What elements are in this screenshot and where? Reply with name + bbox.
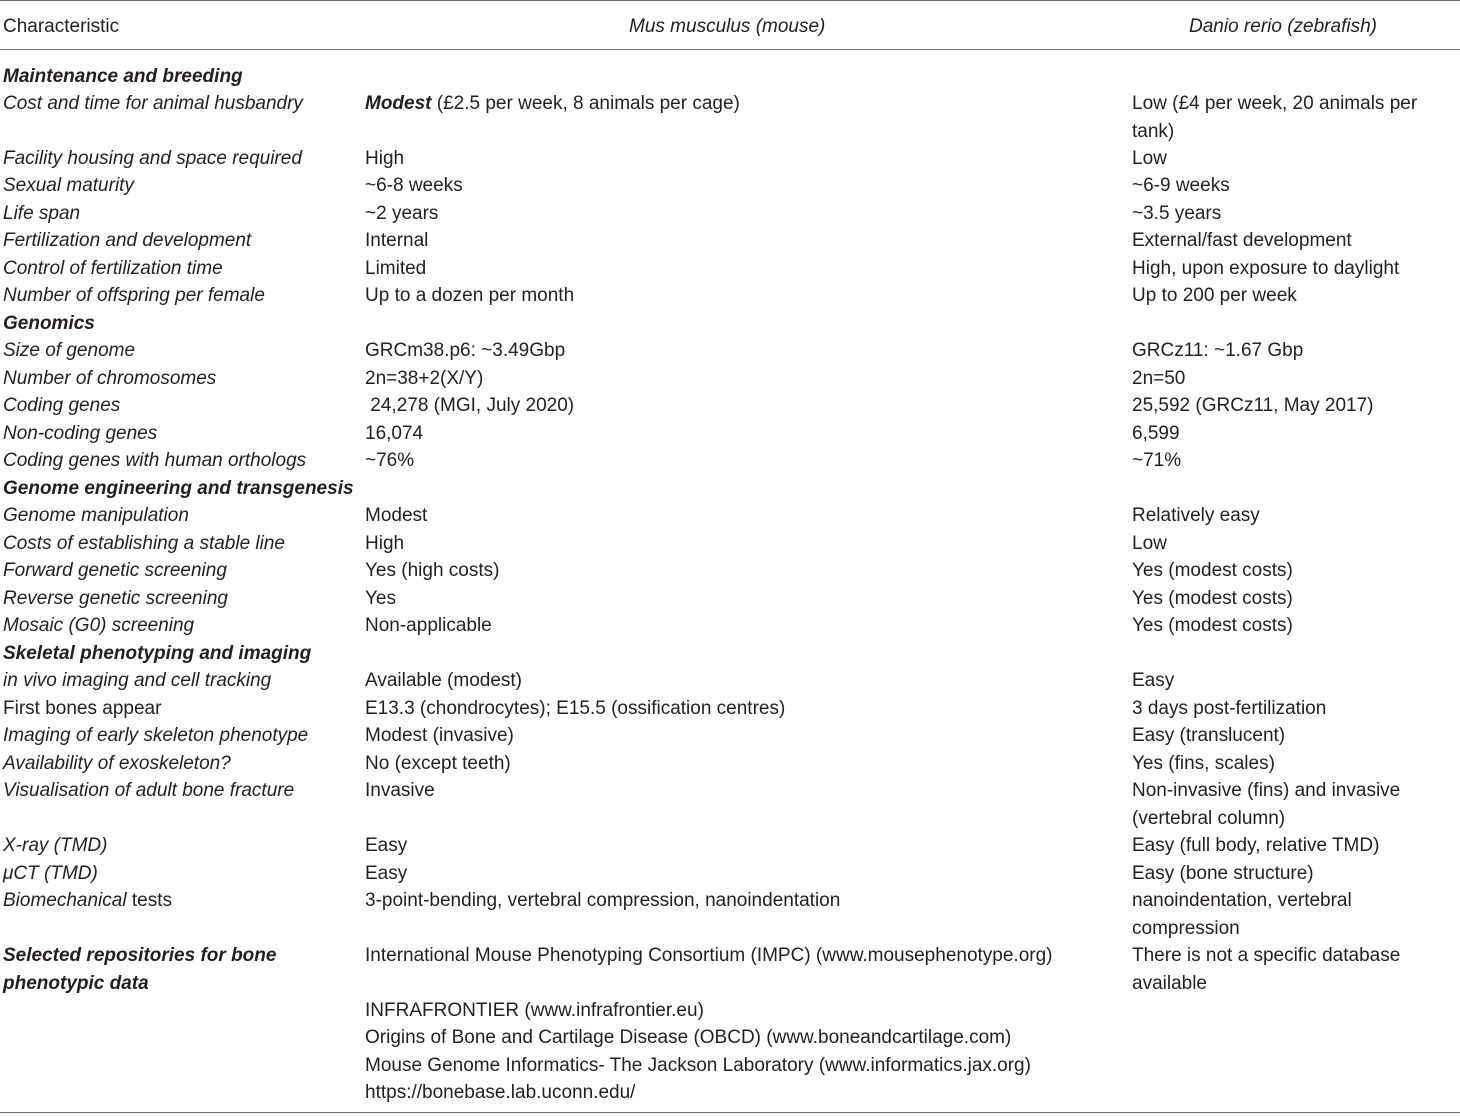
mouse-value: High	[365, 148, 405, 169]
fish-value: Low	[1132, 148, 1167, 169]
row-label-italic: Biomechanical	[3, 890, 127, 911]
table-bottom-rule	[0, 1112, 1460, 1113]
section-genome-engineering: Genome engineering and transgenesis	[3, 478, 354, 499]
row-label: Costs of establishing a stable line	[3, 533, 285, 554]
row-label: Control of fertilization time	[3, 258, 223, 279]
fish-value: Easy (translucent)	[1132, 725, 1286, 746]
mouse-value: GRCm38.p6: ~3.49Gbp	[365, 340, 566, 361]
fish-value: ~6-9 weeks	[1132, 175, 1230, 196]
mouse-value: Non-applicable	[365, 615, 492, 636]
mouse-value: No (except teeth)	[365, 753, 511, 774]
section-maintenance: Maintenance and breeding	[3, 66, 243, 87]
mouse-value: 16,074	[365, 423, 424, 444]
header-characteristic: Characteristic	[3, 16, 120, 37]
row-label: Forward genetic screening	[3, 560, 227, 581]
mouse-value: Up to a dozen per month	[365, 285, 575, 306]
mouse-value: Modest	[365, 505, 428, 526]
mouse-value: Easy	[365, 863, 408, 884]
section-genomics: Genomics	[3, 313, 95, 334]
row-label: Availability of exoskeleton?	[3, 753, 231, 774]
row-label: Fertilization and development	[3, 230, 252, 251]
fish-value: ~3.5 years	[1132, 203, 1222, 224]
mouse-value: ~6-8 weeks	[365, 175, 463, 196]
fish-value: Non-invasive (fins) and invasive (vertebral column)	[1132, 780, 1401, 829]
row-label: Facility housing and space required	[3, 148, 302, 169]
row-label: Life span	[3, 203, 81, 224]
mouse-value: ~2 years	[365, 203, 439, 224]
header-zebrafish: Danio rerio (zebrafish)	[1189, 16, 1377, 37]
row-label: Non-coding genes	[3, 423, 158, 444]
fish-value: External/fast development	[1132, 230, 1352, 251]
mouse-value: Internal	[365, 230, 429, 251]
mouse-value: 24,278 (MGI, July 2020)	[365, 395, 575, 416]
fish-value: Yes (modest costs)	[1132, 615, 1293, 636]
fish-value: Up to 200 per week	[1132, 285, 1297, 306]
mouse-value: Invasive	[365, 780, 435, 801]
fish-value: Easy (bone structure)	[1132, 863, 1314, 884]
repository-item: INFRAFRONTIER (www.infrafrontier.eu)	[365, 1000, 704, 1021]
section-repositories: Selected repositories for bone phenotypic data	[3, 945, 277, 994]
row-label: Coding genes with human orthologs	[3, 450, 307, 471]
fish-value: GRCz11: ~1.67 Gbp	[1132, 340, 1304, 361]
mouse-value: ~76%	[365, 450, 415, 471]
header-mouse: Mus musculus (mouse)	[629, 16, 826, 37]
fish-value: Yes (fins, scales)	[1132, 753, 1275, 774]
row-label: in vivo imaging and cell tracking	[3, 670, 272, 691]
mouse-value: 3-point-bending, vertebral compression, nanoindentation	[365, 890, 841, 911]
fish-value: 2n=50	[1132, 368, 1186, 389]
row-label: Size of genome	[3, 340, 136, 361]
row-label-rest: tests	[126, 890, 172, 911]
fish-value: 3 days post-fertilization	[1132, 698, 1327, 719]
mouse-value: E13.3 (chondrocytes); E15.5 (ossification centres)	[365, 698, 786, 719]
fish-value: Low	[1132, 533, 1167, 554]
fish-value: Easy	[1132, 670, 1175, 691]
row-label: Number of offspring per female	[3, 285, 265, 306]
mouse-value: Limited	[365, 258, 427, 279]
fish-value: Relatively easy	[1132, 505, 1260, 526]
fish-value: Yes (modest costs)	[1132, 588, 1293, 609]
repository-item: https://bonebase.lab.uconn.edu/	[365, 1082, 636, 1103]
fish-value: 6,599	[1132, 423, 1180, 444]
row-label: X-ray (TMD)	[3, 835, 108, 856]
repository-item: Mouse Genome Informatics- The Jackson Laboratory (www.informatics.jax.org)	[365, 1055, 1031, 1076]
row-label: Mosaic (G0) screening	[3, 615, 195, 636]
section-skeletal-phenotyping: Skeletal phenotyping and imaging	[3, 643, 312, 664]
fish-value: High, upon exposure to daylight	[1132, 258, 1400, 279]
mouse-value	[365, 90, 1120, 118]
repository-item: International Mouse Phenotyping Consortium (IMPC) (www.mousephenotype.org)	[365, 945, 1053, 966]
mouse-value: Yes (high costs)	[365, 560, 500, 581]
row-label: Imaging of early skeleton phenotype	[3, 725, 309, 746]
fish-value: Yes (modest costs)	[1132, 560, 1293, 581]
row-label: Visualisation of adult bone fracture	[3, 780, 295, 801]
mouse-value: High	[365, 533, 405, 554]
row-label: Sexual maturity	[3, 175, 134, 196]
mouse-value: 2n=38+2(X/Y)	[365, 368, 484, 389]
row-label: Coding genes	[3, 395, 121, 416]
fish-value: Easy (full body, relative TMD)	[1132, 835, 1380, 856]
row-label: μCT (TMD)	[3, 863, 98, 884]
mouse-value: Yes	[365, 588, 396, 609]
fish-value: There is not a specific database available	[1132, 945, 1401, 994]
fish-value: 25,592 (GRCz11, May 2017)	[1132, 395, 1374, 416]
fish-value: Low (£4 per week, 20 animals per tank)	[1132, 93, 1418, 142]
row-label: First bones appear	[3, 698, 162, 719]
row-label: Number of chromosomes	[3, 368, 217, 389]
mouse-value: Available (modest)	[365, 670, 523, 691]
mouse-value-emphasis: Modest	[365, 93, 432, 114]
mouse-value-rest: (£2.5 per week, 8 animals per cage)	[431, 93, 740, 114]
row-label: Genome manipulation	[3, 505, 189, 526]
mouse-value: Easy	[365, 835, 408, 856]
fish-value: nanoindentation, vertebral compression	[1132, 890, 1352, 939]
row-label: Reverse genetic screening	[3, 588, 228, 609]
mouse-value: Modest (invasive)	[365, 725, 514, 746]
fish-value: ~71%	[1132, 450, 1182, 471]
row-label: Cost and time for animal husbandry	[3, 93, 303, 114]
row-label	[3, 887, 353, 915]
repository-item: Origins of Bone and Cartilage Disease (OBCD) (www.boneandcartilage.com)	[365, 1027, 1012, 1048]
